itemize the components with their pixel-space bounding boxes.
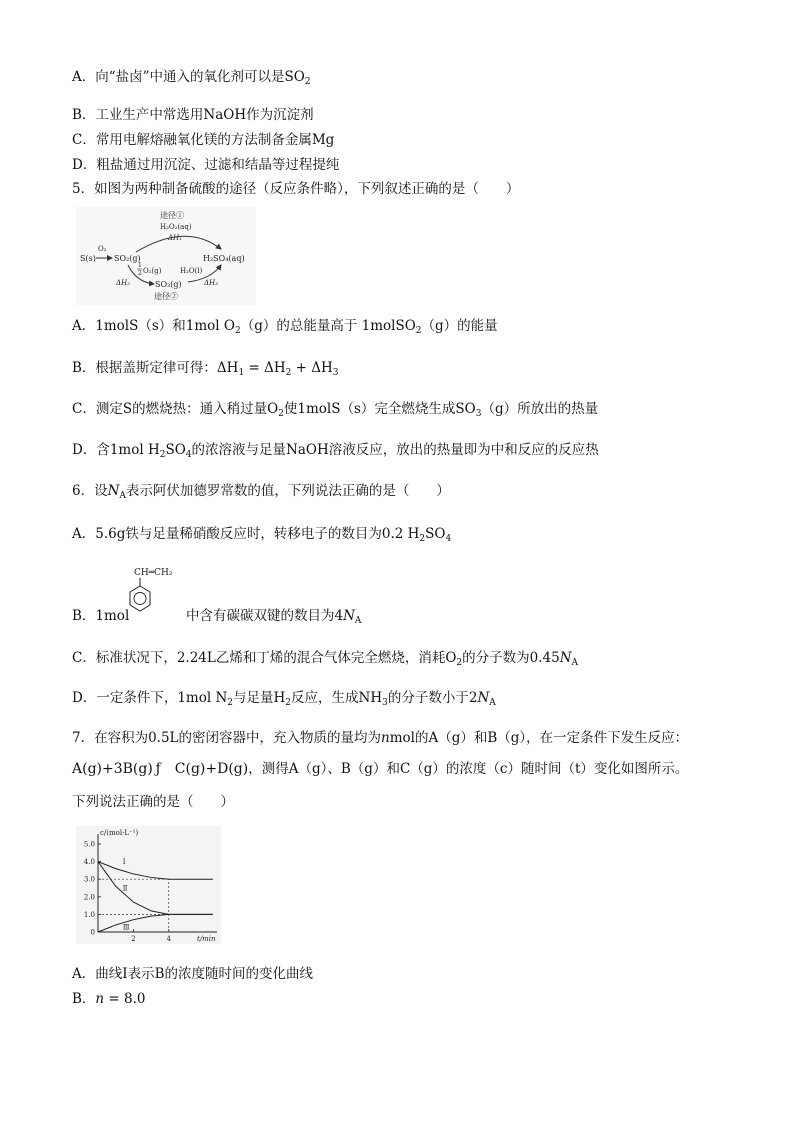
- y-tick-label: 0: [90, 928, 95, 937]
- q5-option-b: [72, 359, 339, 382]
- q4-option-c: C．常用电解熔融氧化镁的方法制备金属Mg: [72, 132, 335, 148]
- series-label-1: Ⅰ: [122, 858, 126, 867]
- subscript: 2: [234, 326, 241, 336]
- subscript: 2: [419, 534, 426, 544]
- half-o2-label: O₂(g): [143, 267, 162, 275]
- subscript: A: [354, 616, 362, 626]
- route-1-label: 途径①: [160, 211, 184, 220]
- q5d-part: SO: [165, 442, 186, 458]
- benzene-ring-circle: [134, 593, 146, 605]
- subscript: 4: [445, 534, 452, 544]
- so2-label: SO₂(g): [114, 254, 141, 263]
- subscript: 1: [238, 368, 245, 378]
- subscript: 2: [159, 450, 166, 460]
- s-label: S(s): [80, 254, 96, 263]
- vinyl-group-label: CH═CH₂: [134, 568, 173, 578]
- subscript: 2: [285, 698, 292, 708]
- benzene-ring: [130, 586, 150, 611]
- subscript: 2: [285, 368, 292, 378]
- q5-stem: 5．如图为两种制备硫酸的途径（反应条件略），下列叙述正确的是（ ）: [72, 181, 520, 197]
- q6b-part: 中含有碳碳双键的数目为4: [186, 608, 344, 624]
- h2so4-label: H₂SO₄(aq): [203, 254, 245, 263]
- q7b-part: B．: [72, 991, 96, 1007]
- dh1-label: ΔH₁: [168, 234, 182, 242]
- y-tick-label: 1.0: [83, 910, 95, 919]
- q4-option-a: [72, 68, 311, 91]
- q6d-part: 反应，生成NH: [291, 690, 383, 706]
- q6-option-c: [72, 649, 578, 672]
- q6c-part: C．标准状况下，2.24L乙烯和丁烯的混合气体完全燃烧，消耗O: [72, 650, 457, 666]
- q6a-part: SO: [425, 526, 446, 542]
- q7-stem-line-2: [72, 760, 688, 778]
- q5b-part: B．根据盖斯定律可得：ΔH: [72, 360, 239, 376]
- y-tick-label: 2.0: [83, 893, 95, 902]
- q7-stem-line-3: 下列说法正确的是（ ）: [72, 794, 234, 810]
- dh2-label: ΔH₂: [116, 279, 130, 287]
- o2-label: O₂: [98, 245, 107, 253]
- q5b-part: = ΔH: [244, 360, 286, 376]
- q5d-part: D．含1mol H: [72, 442, 160, 458]
- q7-stem-line-1: [72, 729, 688, 747]
- n-variable: n: [381, 730, 390, 746]
- q4-option-d: D．粗盐通过用沉淀、过滤和结晶等过程提纯: [72, 157, 340, 173]
- q6-stem-part: 6．设: [72, 483, 108, 499]
- q5-option-d: [72, 441, 599, 464]
- na-symbol: N: [559, 650, 572, 666]
- subscript: 2: [415, 326, 422, 336]
- q6d-part: 与足量H: [233, 690, 286, 706]
- q6-stem: [72, 482, 450, 505]
- q5c-part: C．测定S的燃烧热：通入稍过量O: [72, 401, 279, 417]
- q7-stem-part: mol的A（g）和B（g），在一定条件下发生反应：: [389, 730, 689, 746]
- route-2-label: 途径②: [154, 292, 178, 301]
- subscript: 2: [456, 658, 463, 668]
- concentration-time-chart: [76, 826, 221, 944]
- q5c-part: （g）所放出的热量: [481, 401, 599, 417]
- na-symbol: N: [343, 608, 355, 624]
- reaction-equation: A(g)+3B(g) ƒ C(g)+D(g): [72, 761, 249, 777]
- h2o-label: H₂O(l): [180, 267, 203, 275]
- na-symbol: N: [477, 690, 490, 706]
- subscript: 3: [475, 409, 482, 419]
- subscript: 2: [304, 77, 311, 87]
- series-label-3: Ⅲ: [122, 923, 130, 932]
- fraction-half: 1: [138, 262, 142, 269]
- n-variable: n: [95, 991, 105, 1007]
- q6d-part: 的分子数小于2: [387, 690, 478, 706]
- y-tick-label: 4.0: [83, 858, 95, 867]
- q6-option-d: [72, 689, 496, 712]
- x-tick-label: 4: [166, 935, 172, 943]
- q5-option-a: [72, 317, 498, 340]
- dh3-label: ΔH₃: [204, 279, 218, 287]
- h2o2-label: H₂O₂(aq): [160, 223, 192, 231]
- q5a-part: （g）的总能量高于 1molSO: [240, 318, 416, 334]
- q6-option-b-prefix: B．1mol: [72, 608, 130, 624]
- q4-option-a-text: A．向“盐卤”中通入的氧化剂可以是SO: [72, 69, 305, 85]
- q7-stem-part: 7．在容积为0.5L的密闭容器中，充入物质的量均为: [72, 730, 382, 746]
- subscript: 4: [185, 450, 192, 460]
- q6a-part: A．5.6g铁与足量稀硝酸反应时，转移电子的数目为0.2 H: [72, 526, 420, 542]
- subscript: 2: [227, 698, 233, 708]
- x-axis-label: t/min: [197, 935, 216, 943]
- subscript: A: [119, 491, 126, 501]
- q6-option-b-suffix: [186, 607, 361, 630]
- subscript: 3: [382, 698, 388, 708]
- q5a-part: A．1molS（s）和1mol O: [72, 318, 235, 334]
- q6c-part: 的分子数为0.45: [462, 650, 560, 666]
- q7-option-a: A．曲线Ⅰ表示B的浓度随时间的变化曲线: [72, 966, 314, 982]
- q5-option-c: [72, 400, 598, 423]
- q7b-part: = 8.0: [104, 991, 146, 1007]
- sulfuric-acid-route-diagram: [76, 207, 256, 305]
- q7-option-b: [72, 990, 146, 1008]
- x-tick-label: 2: [131, 935, 136, 943]
- subscript: 2: [278, 409, 284, 419]
- y-tick-label: 5.0: [83, 840, 95, 849]
- so3-label: SO₃(g): [155, 280, 182, 289]
- y-axis-label: c/(mol·L⁻¹): [100, 829, 139, 837]
- q6-stem-part: 表示阿伏加德罗常数的值，下列说法正确的是（ ）: [125, 483, 450, 499]
- q5a-part: （g）的能量: [421, 318, 498, 334]
- fraction-half-denominator: 2: [138, 270, 142, 277]
- q5b-part: + ΔH: [291, 360, 333, 376]
- q4-option-b: B．工业生产中常选用NaOH作为沉淀剂: [72, 107, 314, 123]
- styrene-structure: [122, 564, 194, 622]
- subscript: A: [571, 658, 579, 668]
- q5d-part: 的浓溶液与足量NaOH溶液反应，放出的热量即为中和反应的反应热: [191, 442, 599, 458]
- subscript: 3: [332, 368, 339, 378]
- q6-option-a: [72, 525, 451, 548]
- y-tick-label: 3.0: [83, 875, 95, 884]
- subscript: A: [489, 698, 496, 708]
- series-label-2: Ⅱ: [122, 884, 128, 893]
- na-symbol: N: [107, 483, 120, 499]
- q6d-part: D．一定条件下，1mol N: [72, 690, 228, 706]
- q5c-part: 使1molS（s）完全燃烧生成SO: [283, 401, 476, 417]
- q7-stem-part: ，测得A（g）、B（g）和C（g）的浓度（c）随时间（t）变化如图所示。: [248, 761, 689, 777]
